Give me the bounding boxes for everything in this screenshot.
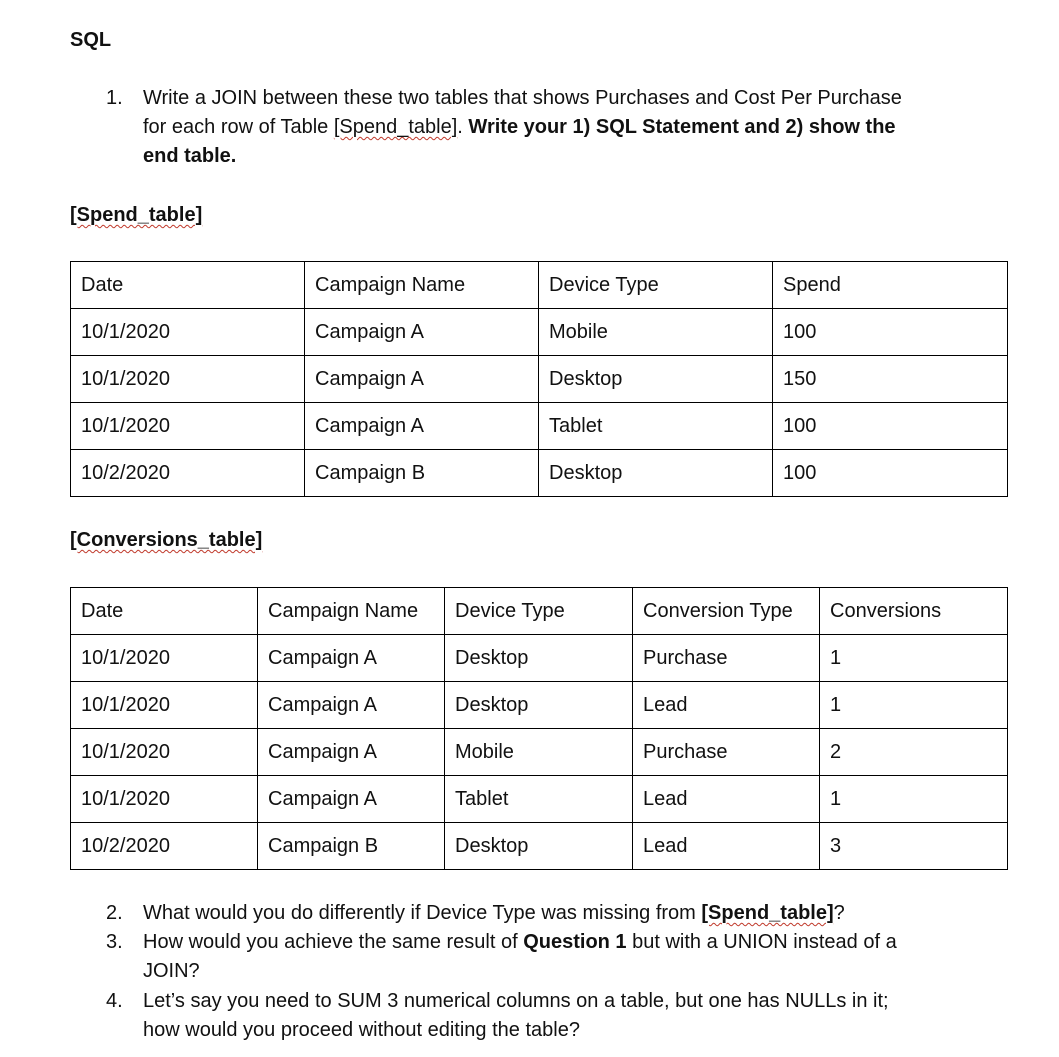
question-4-number: 4.: [106, 990, 123, 1012]
conversions-cell-conversions: 1: [820, 776, 1008, 823]
spend-cell-campaign-name: Campaign A: [305, 403, 539, 450]
conversions-cell-campaign-name: Campaign A: [258, 635, 445, 682]
page-heading: SQL: [70, 29, 112, 51]
spend-cell-device-type: Tablet: [539, 403, 773, 450]
conversions-cell-date: 10/1/2020: [71, 682, 258, 729]
conversions-cell-conversion-type: Lead: [633, 682, 820, 729]
question-1-line-3: end table.: [143, 145, 237, 167]
spend-cell-date: 10/1/2020: [71, 356, 305, 403]
spend-header-campaign-name: Campaign Name: [305, 262, 539, 309]
table-row: [71, 309, 1008, 356]
question-1-instruction: Write your 1) SQL Statement and 2) show the: [468, 116, 896, 138]
conversions-cell-device-type: Mobile: [445, 729, 633, 776]
conversions-table: [70, 587, 1008, 870]
conversions-header-device-type: Device Type: [445, 588, 633, 635]
table-row: [71, 729, 1008, 776]
conversions-cell-conversions: 1: [820, 682, 1008, 729]
question-1-line-2: [143, 113, 986, 142]
spend-table: [70, 261, 1008, 497]
conversions-cell-date: 10/1/2020: [71, 776, 258, 823]
table-row: [71, 776, 1008, 823]
table-row: [71, 356, 1008, 403]
spend-cell-campaign-name: Campaign B: [305, 450, 539, 497]
spend-cell-spend: 100: [773, 450, 1008, 497]
conversions-cell-campaign-name: Campaign B: [258, 823, 445, 870]
conversions-header-conversions: Conversions: [820, 588, 1008, 635]
conversions-cell-date: 10/1/2020: [71, 635, 258, 682]
question-4: [106, 987, 986, 1045]
question-4-line-1: Let’s say you need to SUM 3 numerical columns on a table, but one has NULLs in it;: [143, 990, 889, 1012]
conversions-table-label-text: [Conversions_table]: [70, 529, 263, 551]
question-2-body: What would you do differently if Device Type was missing from: [143, 902, 702, 924]
question-1-text: [143, 84, 986, 171]
spend-cell-date: 10/1/2020: [71, 403, 305, 450]
spend-table-label: [70, 203, 202, 227]
conversions-table-header-row: [71, 588, 1008, 635]
conversions-header-date: Date: [71, 588, 258, 635]
conversions-table-label: [70, 528, 262, 552]
conversions-cell-date: 10/1/2020: [71, 729, 258, 776]
question-3-line-1: [143, 928, 986, 957]
conversions-cell-campaign-name: Campaign A: [258, 729, 445, 776]
spend-header-spend: Spend: [773, 262, 1008, 309]
question-4-text: [143, 987, 986, 1045]
question-3-number: 3.: [106, 931, 123, 953]
question-1-line-2-dot: .: [457, 116, 469, 138]
question-2-number: 2.: [106, 902, 123, 924]
spend-cell-device-type: Mobile: [539, 309, 773, 356]
conversions-cell-campaign-name: Campaign A: [258, 682, 445, 729]
spend-cell-date: 10/1/2020: [71, 309, 305, 356]
question-3-line-2: JOIN?: [143, 960, 200, 982]
spend-cell-date: 10/2/2020: [71, 450, 305, 497]
spend-cell-spend: 100: [773, 309, 1008, 356]
question-1-number: 1.: [106, 87, 123, 109]
spend-table-reference: [Spend_table]: [333, 116, 458, 138]
conversions-header-campaign-name: Campaign Name: [258, 588, 445, 635]
question-3-body-b: but with a UNION instead of a: [626, 931, 897, 953]
question-3: [106, 928, 986, 986]
conversions-cell-conversions: 2: [820, 729, 1008, 776]
question-2: [106, 899, 986, 928]
spend-cell-spend: 150: [773, 356, 1008, 403]
spend-cell-campaign-name: Campaign A: [305, 356, 539, 403]
spend-table-header-row: [71, 262, 1008, 309]
table-row: [71, 682, 1008, 729]
conversions-cell-device-type: Tablet: [445, 776, 633, 823]
question-3-text: [143, 928, 986, 986]
conversions-cell-campaign-name: Campaign A: [258, 776, 445, 823]
spend-cell-spend: 100: [773, 403, 1008, 450]
spend-header-date: Date: [71, 262, 305, 309]
question-1-reference: Question 1: [523, 931, 627, 953]
conversions-cell-conversion-type: Lead: [633, 823, 820, 870]
conversions-cell-conversions: 1: [820, 635, 1008, 682]
conversions-cell-device-type: Desktop: [445, 682, 633, 729]
spend-table-label-text: [Spend_table]: [70, 204, 203, 226]
conversions-cell-device-type: Desktop: [445, 823, 633, 870]
question-3-body-a: How would you achieve the same result of: [143, 931, 524, 953]
table-row: [71, 450, 1008, 497]
question-1-line-2-prefix: for each row of Table: [143, 116, 334, 138]
spend-cell-campaign-name: Campaign A: [305, 309, 539, 356]
spend-table-reference: [Spend_table]: [701, 902, 834, 924]
question-2-end: ?: [833, 902, 845, 924]
question-1: [106, 84, 986, 171]
table-row: [71, 635, 1008, 682]
spend-header-device-type: Device Type: [539, 262, 773, 309]
conversions-cell-conversions: 3: [820, 823, 1008, 870]
conversions-cell-date: 10/2/2020: [71, 823, 258, 870]
question-1-line-1: Write a JOIN between these two tables that shows Purchases and Cost Per Purchase: [143, 87, 902, 109]
conversions-cell-conversion-type: Purchase: [633, 729, 820, 776]
question-2-text: [143, 899, 986, 928]
table-row: [71, 823, 1008, 870]
question-4-line-2: how would you proceed without editing the table?: [143, 1019, 580, 1041]
conversions-cell-conversion-type: Lead: [633, 776, 820, 823]
table-row: [71, 403, 1008, 450]
spend-cell-device-type: Desktop: [539, 356, 773, 403]
spend-cell-device-type: Desktop: [539, 450, 773, 497]
conversions-cell-conversion-type: Purchase: [633, 635, 820, 682]
conversions-header-conversion-type: Conversion Type: [633, 588, 820, 635]
conversions-cell-device-type: Desktop: [445, 635, 633, 682]
